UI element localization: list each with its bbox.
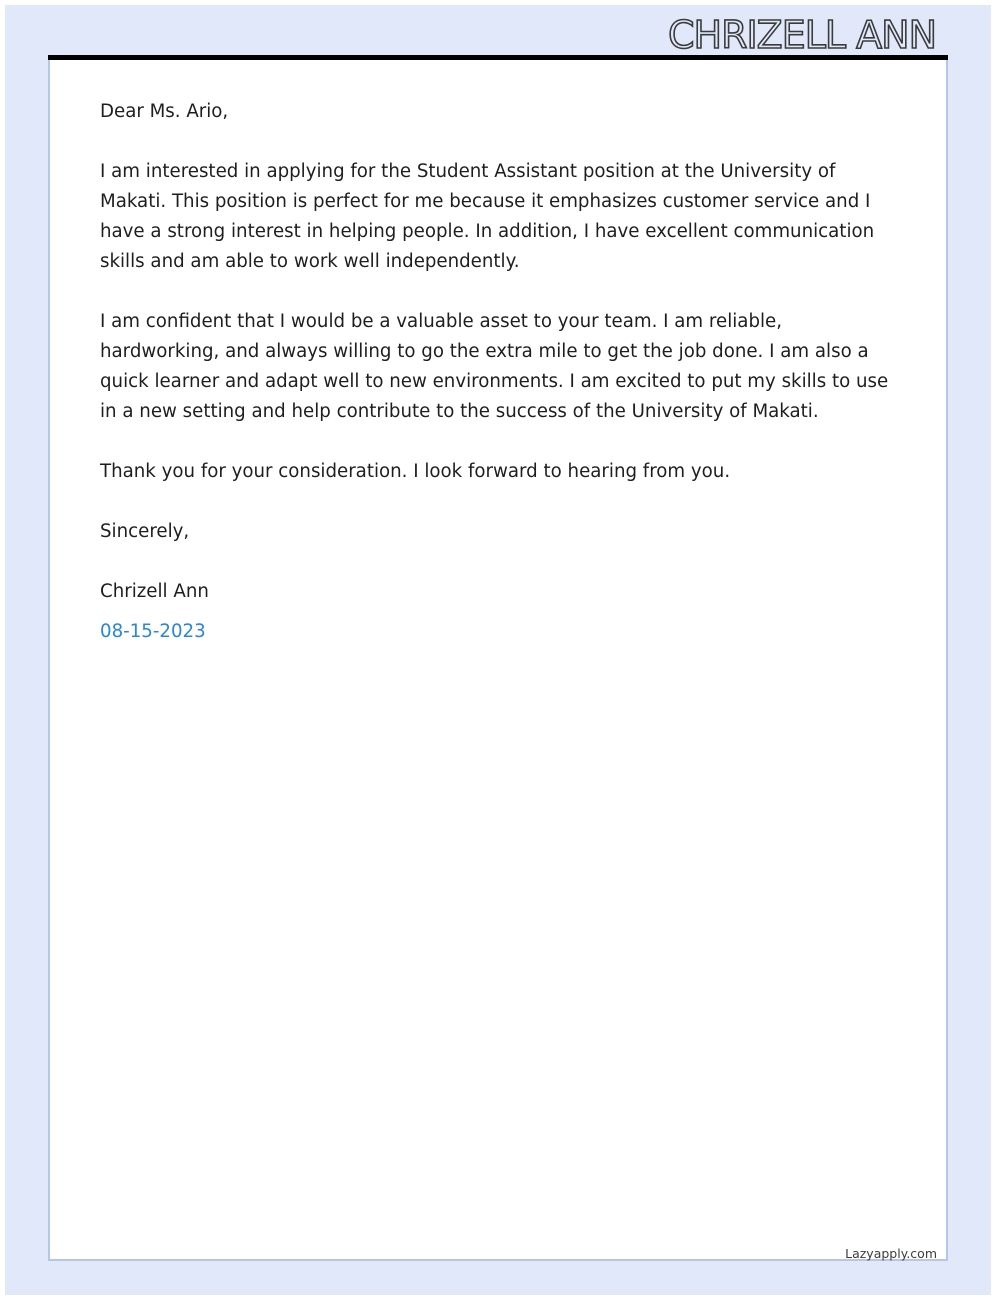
- header-applicant-name: CHRIZELL ANN: [667, 13, 936, 57]
- letter-salutation: Dear Ms. Ario,: [100, 101, 229, 122]
- letter-sender-name: Chrizell Ann: [100, 581, 209, 602]
- letter-body: [100, 97, 900, 647]
- footer-credit: Lazyapply.com: [845, 1246, 937, 1261]
- letter-paragraph-2: I am confident that I would be a valuable asset to your team. I am reliable, hardworking, and always willing to go the extra mile to get the job done. I am also a quick learner and adapt well to new environments. I am excited to put my skills to use in a new setting and help contribute to the success of the University of Makati.: [100, 311, 889, 422]
- letter-date: 08-15-2023: [100, 621, 206, 642]
- letter-paragraph-1: I am interested in applying for the Student Assistant position at the University of Makati. This position is perfect for me because it emphasizes customer service and I have a strong interest in helping people. In addition, I have excellent communication skills and am able to work well independently.: [100, 161, 875, 272]
- letter-closing: Sincerely,: [100, 521, 190, 542]
- letter-paragraph-3: Thank you for your consideration. I look forward to hearing from you.: [100, 461, 731, 482]
